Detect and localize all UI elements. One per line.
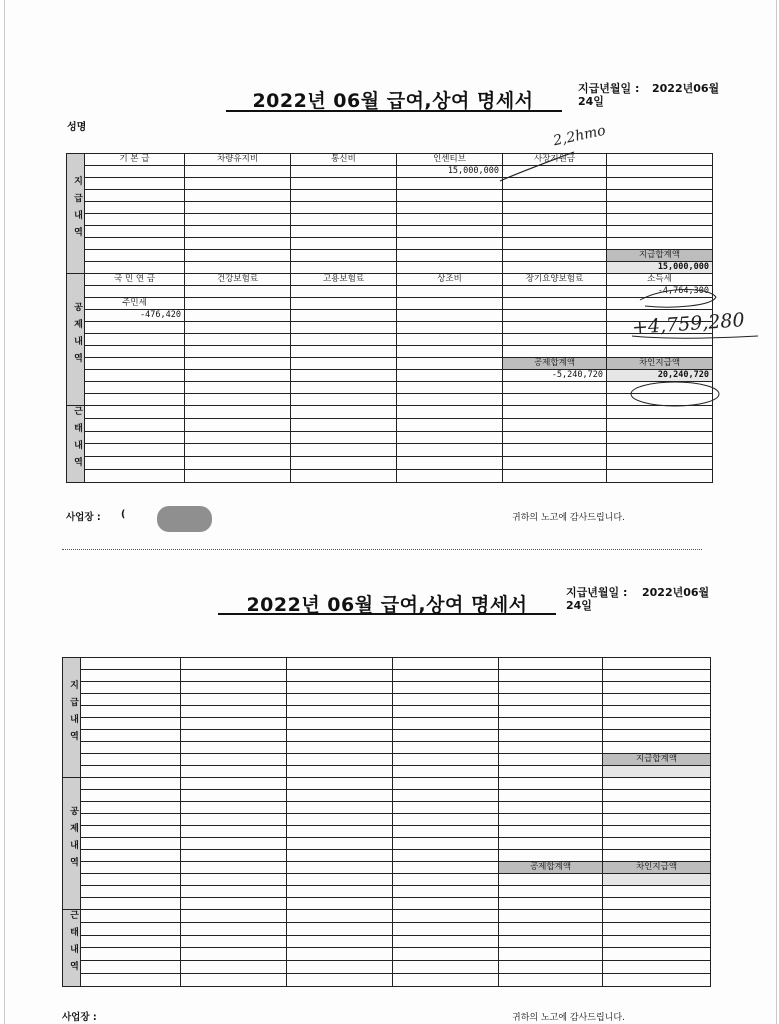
- top-paydate-day: 24일: [578, 95, 604, 108]
- top-thanks: 귀하의 노고에 감사드립니다.: [512, 513, 625, 523]
- top-slip-title: 2022년 06월 급여,상여 명세서: [252, 90, 534, 112]
- handwritten-note-top: 2,2hmo: [551, 122, 608, 150]
- deduct-header-health: 건강보험료: [185, 274, 291, 286]
- top-paydate-label: 지급년월일 :: [578, 82, 640, 95]
- deduct-total-value: -5,240,720: [503, 370, 607, 382]
- resident-tax-label: 주민세: [85, 298, 185, 310]
- deduct-header-mutual-aid: 상조비: [397, 274, 503, 286]
- bottom-net-pay-label: 차인지급액: [603, 862, 711, 874]
- cut-line: [62, 549, 702, 550]
- pay-header-incentive: 인센티브: [397, 154, 503, 166]
- top-slip-table: [66, 153, 713, 483]
- top-side-deduct: [67, 274, 85, 406]
- top-side-deduct-text: 공제내역: [72, 301, 82, 370]
- incentive-value: 15,000,000: [397, 166, 503, 178]
- pay-header-vehicle: 차량유지비: [185, 154, 291, 166]
- deduct-header-employment: 고용보험료: [291, 274, 397, 286]
- pay-header-empty: [607, 154, 713, 166]
- top-business-paren: (: [121, 509, 126, 520]
- handwritten-note-income: +4,759,280: [631, 309, 746, 339]
- net-pay-value: 20,240,720: [607, 370, 713, 382]
- top-paydate-value: 2022년06월: [652, 82, 720, 95]
- bottom-slip-table: [62, 657, 711, 987]
- net-pay-label: 차인지급액: [607, 358, 713, 370]
- pay-header-phone: 통신비: [291, 154, 397, 166]
- deduct-header-longterm-care: 장기요양보험료: [503, 274, 607, 286]
- bottom-pay-total-label: 지급합계액: [603, 754, 711, 766]
- bottom-side-deduct: [63, 778, 81, 910]
- pay-header-base: 기 본 급: [85, 154, 185, 166]
- bottom-side-deduct-text: 공제내역: [68, 805, 78, 874]
- bottom-side-attend: [63, 910, 81, 987]
- top-side-attend: [67, 406, 85, 483]
- top-side-pay: [67, 154, 85, 274]
- deduct-total-label: 공제합계액: [503, 358, 607, 370]
- deduct-header-income-tax: 소득세: [607, 274, 713, 286]
- bottom-paydate-value: 2022년06월: [642, 586, 710, 599]
- top-side-attend-text: 근태내역: [72, 406, 82, 474]
- top-business-label: 사업장 :: [66, 512, 101, 523]
- resident-tax-value: -476,420: [85, 310, 185, 322]
- bottom-paydate-label: 지급년월일 :: [566, 586, 628, 599]
- pay-header-ceo-support: 사장지원금: [503, 154, 607, 166]
- bottom-deduct-total-label: 공제합계액: [499, 862, 603, 874]
- bottom-side-pay-text: 지급내역: [68, 679, 78, 748]
- bottom-side-pay: [63, 658, 81, 778]
- pay-total-label: 지급합계액: [607, 250, 713, 262]
- top-side-pay-text: 지급내역: [72, 175, 82, 244]
- top-title-underline: [226, 110, 562, 112]
- bottom-side-attend-text: 근태내역: [68, 910, 78, 978]
- pay-total-value: 15,000,000: [607, 262, 713, 274]
- redaction-blur: [157, 506, 212, 532]
- income-tax-value: -4,764,300: [607, 286, 713, 298]
- top-name-label: 성명: [67, 122, 87, 133]
- deduct-header-pension: 국 민 연 금: [85, 274, 185, 286]
- bottom-business-label: 사업장 :: [62, 1012, 97, 1023]
- bottom-paydate-day: 24일: [566, 599, 592, 612]
- bottom-thanks: 귀하의 노고에 감사드립니다.: [512, 1013, 625, 1023]
- bottom-slip-title: 2022년 06월 급여,상여 명세서: [246, 594, 528, 616]
- bottom-title-underline: [218, 613, 556, 615]
